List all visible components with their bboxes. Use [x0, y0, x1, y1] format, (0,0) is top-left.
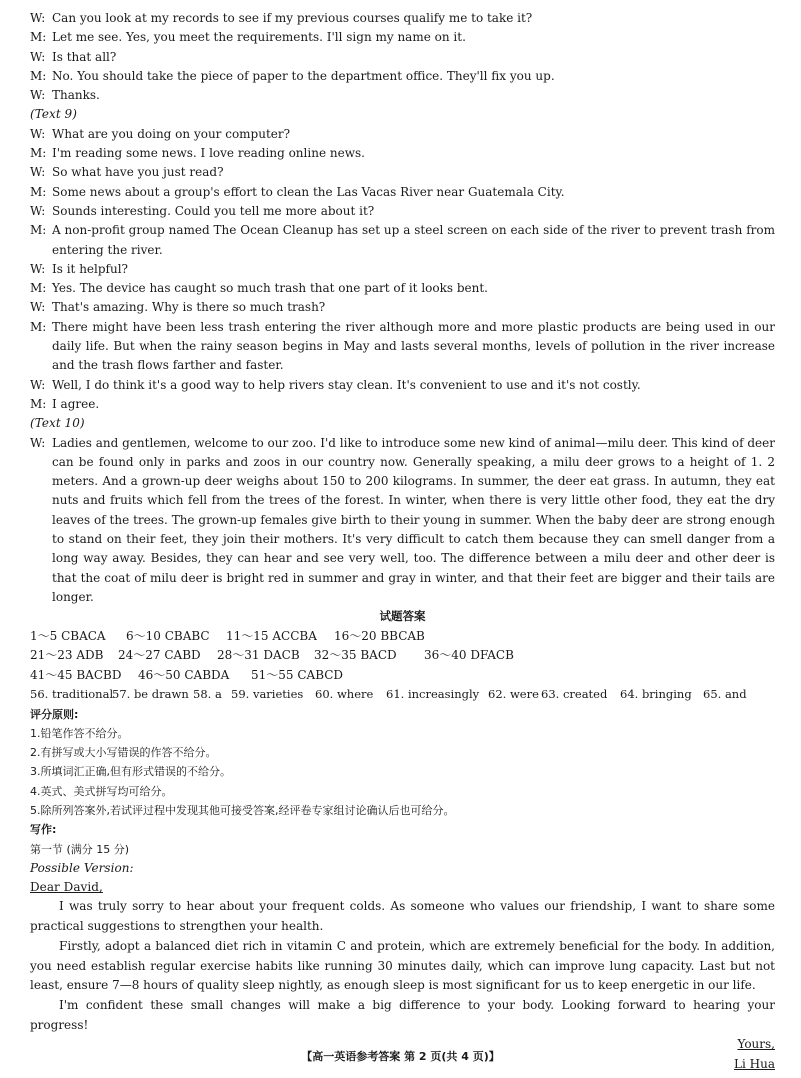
text9-label: (Text 9) — [30, 107, 77, 122]
fill-answer: 57. be drawn — [112, 687, 189, 701]
letter-paragraph: I was truly sorry to hear about your frequent colds. As someone who values our friendship, I want to share some practical suggestions to strengthen your health. — [30, 899, 775, 934]
salutation: Dear David, — [30, 880, 103, 895]
answer-row — [30, 666, 775, 686]
answer-group: 32～35 BACD — [314, 648, 397, 662]
grading-title: 评分原则: — [30, 707, 79, 721]
answers-title: 试题答案 — [379, 609, 426, 624]
answer-group: 46～50 CABDA — [138, 667, 230, 682]
dialogue-line: M: I agree. — [30, 396, 100, 411]
answer-group: 28～31 DACB — [217, 648, 300, 662]
answer-row — [30, 627, 775, 647]
signature: Li Hua — [734, 1056, 775, 1071]
grading-rule: 3.所填词汇正确,但有形式错误的不给分。 — [30, 765, 231, 779]
dialogue-line: W: So what have you just read? — [30, 165, 224, 180]
dialogue-line: W: Is that all? — [30, 49, 117, 64]
dialogue-line: M: No. You should take the piece of paper to the department office. They'll fix you up. — [30, 68, 555, 83]
fill-answer: 64. bringing — [620, 687, 692, 701]
text10-label: (Text 10) — [30, 416, 85, 431]
dialogue-top — [30, 9, 775, 105]
document-page — [30, 9, 775, 1074]
answer-group: 24～27 CABD — [118, 648, 201, 662]
grading-rule: 4.英式、美式拼写均可给分。 — [30, 784, 173, 798]
section-title: 第一节 (满分 15 分) — [30, 842, 130, 856]
fill-answer: 65. and — [703, 687, 747, 701]
dialogue-text9 — [30, 125, 775, 414]
grading-rule: 2.有拼写或大小写错误的作答不给分。 — [30, 746, 217, 760]
dialogue-line: W: Sounds interesting. Could you tell me more about it? — [30, 203, 375, 218]
answer-group: 21～23 ADB — [30, 648, 104, 662]
fill-answer: 59. varieties — [231, 687, 304, 701]
letter-paragraph: I'm confident these small changes will make a big difference to your body. Looking forward to hearing your progress! — [30, 997, 775, 1032]
closing: Yours, — [737, 1037, 775, 1052]
fill-answer: 56. traditional — [30, 687, 114, 701]
dialogue-line: W: Thanks. — [30, 88, 100, 103]
dialogue-line: W: Well, I do think it's a good way to help rivers stay clean. It's convenient to use and it's not costly. — [30, 377, 641, 392]
dialogue-line: M: Some news about a group's effort to clean the Las Vacas River near Guatemala City. — [30, 184, 565, 199]
answer-group: 51～55 CABCD — [251, 667, 344, 682]
dialogue-line: W: Can you look at my records to see if my previous courses qualify me to take it? — [30, 11, 533, 25]
grading-rules — [30, 724, 775, 820]
answer-row — [30, 646, 775, 666]
answer-group: 36～40 DFACB — [424, 648, 514, 662]
fill-answer: 62. were — [488, 687, 539, 701]
answer-group: 16～20 BBCAB — [334, 628, 425, 643]
answer-group: 11～15 ACCBA — [226, 628, 317, 643]
letter-paragraph: Firstly, adopt a balanced diet rich in vitamin C and protein, which are extremely beneficial for the body. In addition, you need establish regular exercise habits like running 30 minutes daily, which can improve lung capacity. Last but not least, ensure 7—8 hours of quality sleep nightly, as enough sleep is most significant for us to keep energetic in our life. — [30, 938, 775, 993]
letter-body — [30, 897, 775, 1035]
fill-answer: 60. where — [315, 687, 374, 701]
grading-rule: 5.除所列答案外,若试评过程中发现其他可接受答案,经评卷专家组讨论确认后也可给分。 — [30, 803, 455, 817]
monologue-text10: W: Ladies and gentlemen, welcome to our zoo. I'd like to introduce some new kind of animal—milu deer. This kind of deer can be found only in parks and zoos in our country now. Generally speaking, a milu deer grows to a height of 1. 2 meters. And a grown-up deer weighs about 150 to 200 kilograms. In summer, the deer eat grass. In autumn, they eat nuts and fruits which fell from the trees of the forest. In winter, when there is very little other food, they eat the dry leaves of the trees. The grown-up females give birth to their young in summer. When the baby deer are strong enough to stand on their feet, they join their mothers. It's very difficult to catch them because they can smell danger from a long way away. Besides, they can hear and see very well, too. The difference between a milu deer and other deer is that the coat of milu deer is bright red in summer and gray in winter, and that their feet are bigger and their tails are longer. — [30, 435, 775, 604]
writing-title: 写作: — [30, 823, 57, 837]
dialogue-line: W: Is it helpful? — [30, 261, 128, 276]
page-footer: 【高一英语参考答案 第 2 页(共 4 页)】 — [301, 1050, 500, 1063]
answer-key — [30, 627, 775, 705]
dialogue-line: M: Yes. The device has caught so much trash that one part of it looks bent. — [30, 281, 488, 296]
dialogue-line: M: I'm reading some news. I love reading online news. — [30, 146, 365, 161]
fill-answers-row — [30, 685, 775, 705]
grading-rule: 1.铅笔作答不给分。 — [30, 726, 129, 740]
fill-answer: 61. increasingly — [386, 687, 480, 701]
answer-group: 41～45 BACBD — [30, 667, 122, 682]
fill-answer: 58. a — [193, 687, 222, 701]
answer-group: 1～5 CBACA — [30, 628, 106, 643]
fill-answer: 63. created — [541, 687, 608, 701]
dialogue-line: M: A non-profit group named The Ocean Cleanup has set up a steel screen on each side of the river to prevent trash from entering the river. — [30, 223, 775, 257]
dialogue-line: W: What are you doing on your computer? — [30, 126, 291, 141]
dialogue-line: M: There might have been less trash entering the river although more and more plastic products are being used in our daily life. But when the rainy season begins in May and lasts several months, levels of pollution in the river increase and the trash flows farther and faster. — [30, 319, 775, 373]
answer-group: 6～10 CBABC — [126, 628, 210, 643]
dialogue-line: W: That's amazing. Why is there so much trash? — [30, 300, 326, 315]
dialogue-line: M: Let me see. Yes, you meet the requirements. I'll sign my name on it. — [30, 30, 466, 45]
possible-version-label: Possible Version: — [30, 860, 134, 875]
